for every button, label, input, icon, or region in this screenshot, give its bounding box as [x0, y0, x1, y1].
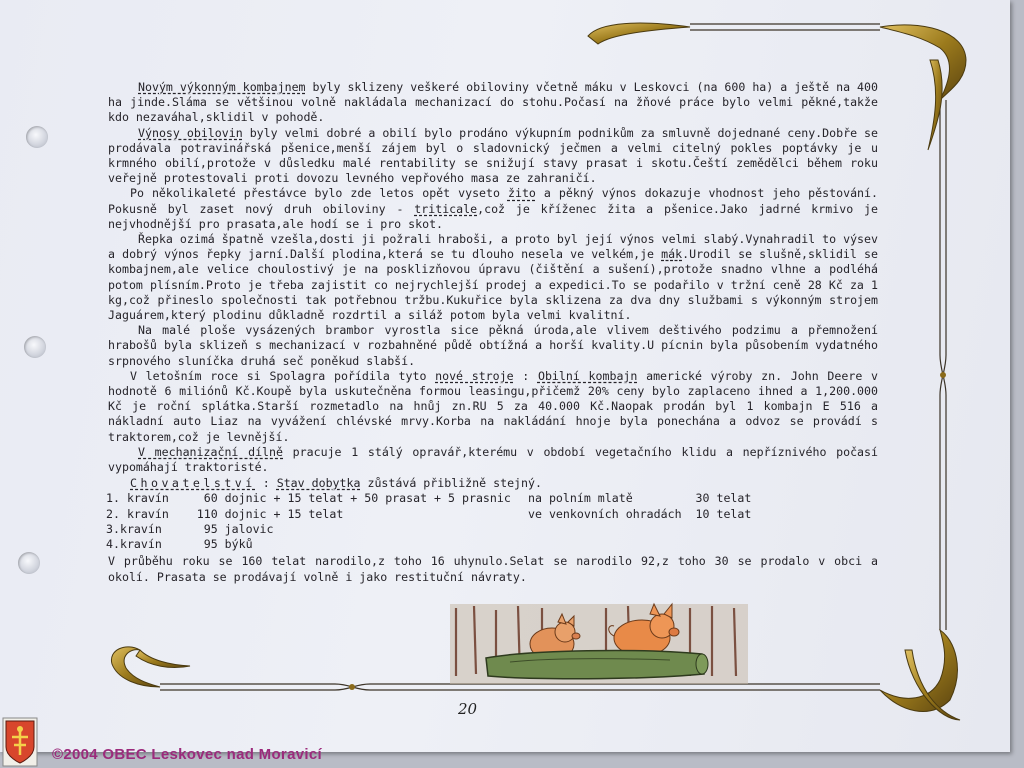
livestock-extra: [528, 522, 768, 537]
chronicle-text: [108, 80, 878, 585]
livestock-extra: na polním mlatě 30 telat: [528, 491, 752, 506]
paragraph: [108, 232, 878, 323]
underlined-term: žito: [507, 186, 536, 201]
livestock-intro: zůstává přibližně stejný.: [360, 476, 542, 491]
livestock-row: [106, 522, 878, 537]
text-run: a pěkný výnos dokazuje vhodnost jeho pěstování. Pokusně byl zaset nový druh obiloviny -: [108, 186, 878, 216]
village-coat-of-arms-icon: [2, 717, 38, 767]
text-run: V letošním roce si Spolagra pořídila tyto: [130, 368, 436, 383]
pigs-illustration: [450, 596, 750, 686]
underlined-term: Výnosy obilovin: [138, 125, 243, 140]
livestock-row: [106, 537, 878, 552]
underlined-term: Novým výkonným kombajnem: [138, 80, 306, 94]
text-run: byly sklizeny veškeré obiloviny včetně máku v Leskovci (na 600 ha) a ještě na 400 ha jinde.Sláma se většinou volně nakládala mechanizací do stohu.Počasí na žňové práce bylo velmi pěkné,takže kdo nezaváhal,sklidil v pohodě.: [108, 80, 878, 125]
underlined-term: mák: [661, 247, 683, 262]
text-run: pracuje 1 stálý opravář,kterému v období vegetačního klidu a nepříznivého počasí vypomáhají traktoristé.: [108, 444, 878, 475]
paragraph: [108, 445, 878, 475]
copyright-caption: ©2004 OBEC Leskovec nad Moravicí: [52, 746, 322, 763]
livestock-extra: [528, 537, 768, 552]
text-run: .Urodil se slušně,sklidil se kombajnem,ale velice choulostivý je na posklizňovou úpravu (čištění a sušení),protože snadno vlhne a podléhá potom plísním.Proto je třeba zajistit co nejrychlejší prodej a expedici.To se podařilo v tržní ceně 28 Kč za 1 kg,což přineslo společnosti tak potřebnou tržbu.Kukuřice byla sklizena za dva dny službami s výkonným strojem Jaguárem,který plodinu důkladně rozdrtil a siláž potom byla velmi kvalitní.: [108, 247, 878, 323]
closing-paragraph: V průběhu roku se 160 telat narodilo,z toho 16 uhynulo.Selat se narodilo 92,z toho 30 se prodalo v obci a okolí. Prasata se prodávají volně i jako restituční návraty.: [108, 554, 878, 584]
text-run: americké výroby zn. John Deere v hodnotě 6 miliónů Kč.Koupě byla uskutečněna formou leasingu,přičemž 20% ceny bylo zaplaceno ihned a 1,200.000 Kč je roční splátka.Starší rozmetadlo na hnůj zn.RU 5 za 40.000 Kč.Naopak prodán byl 1 kombajn E 516 a nákladní auto Liaz na vyvážení chlévské mrvy.Korba na nakládání hnoje byla ponechána a odvoz se provádí s traktorem,což je levnější.: [108, 368, 878, 444]
livestock-row: [106, 507, 878, 522]
page-number: 20: [458, 700, 478, 718]
livestock-row: [106, 491, 878, 506]
livestock-barn: 1. kravín 60 dojnic + 15 telat + 50 prasat + 5 prasnic: [106, 491, 511, 506]
paragraph: [108, 126, 878, 187]
livestock-table: [106, 491, 878, 552]
livestock-barn: 2. kravín 110 dojnic + 15 telat: [106, 506, 344, 521]
livestock-heading: Chovatelství: [130, 476, 256, 491]
underlined-term: triticale: [414, 201, 478, 216]
text-run: byly velmi dobré a obilí bylo prodáno výkupním podnikům za smluvně dojednané ceny.Dobře se prodávala potravinářská pšenice,menší zájem byl o sladovnický ječmen a velmi citelný pokles poptávky je u krmného obilí,protože v důsledku malé rentability se snižují stavy prasat i skotu.Čeští zemědělci během roku veřejně protestovali proti dovozu levného vepřového masa ze zahraničí.: [108, 125, 879, 186]
text-run: Po několikaleté přestávce bylo zde letos opět vyseto: [130, 186, 508, 201]
text-run: ,což je kříženec žita a pšenice.Jako jadrné krmivo je nejvhodnější pro prasata,ale hodí se i pro skot.: [108, 201, 878, 231]
livestock-subheading: Stav dobytka: [276, 476, 361, 491]
paragraph: [108, 80, 878, 126]
livestock-line: Chovatelství : Stav dobytka zůstává přibližně stejný.: [130, 476, 542, 491]
paragraph: [108, 323, 878, 369]
livestock-barn: 3.kravín 95 jalovic: [106, 521, 274, 536]
underlined-term: V mechanizační dílně: [138, 444, 283, 459]
paragraph: [108, 369, 878, 445]
livestock-barn: 4.kravín 95 býků: [106, 537, 253, 552]
text-run: :: [513, 368, 538, 383]
paragraph: [108, 186, 878, 232]
livestock-extra: ve venkovních ohradách 10 telat: [528, 506, 752, 521]
text-run: Na malé ploše vysázených brambor vyrostla sice pěkná úroda,ale vlivem deštivého podzimu a přemnožení hrabošů byla sklizeň s mechanizací v rozbahněné půdě obtížná a horší kvality.U pícnin byla působením vydatného srpnového sluníčka druhá seč poněkud slabší.: [108, 323, 878, 368]
paragraph-list: [108, 80, 878, 475]
underlined-term: Obilní kombajn: [537, 368, 638, 383]
text-run: Řepka ozimá špatně vzešla,dosti ji požrali hraboši, a proto byl její výnos velmi slabý.Vynahradil to výsev a dobrý výnos řepky jarní.Další plodina,která se tu dlouho nesela ve velkém,je: [108, 232, 878, 262]
underlined-term: nové stroje: [435, 368, 514, 383]
